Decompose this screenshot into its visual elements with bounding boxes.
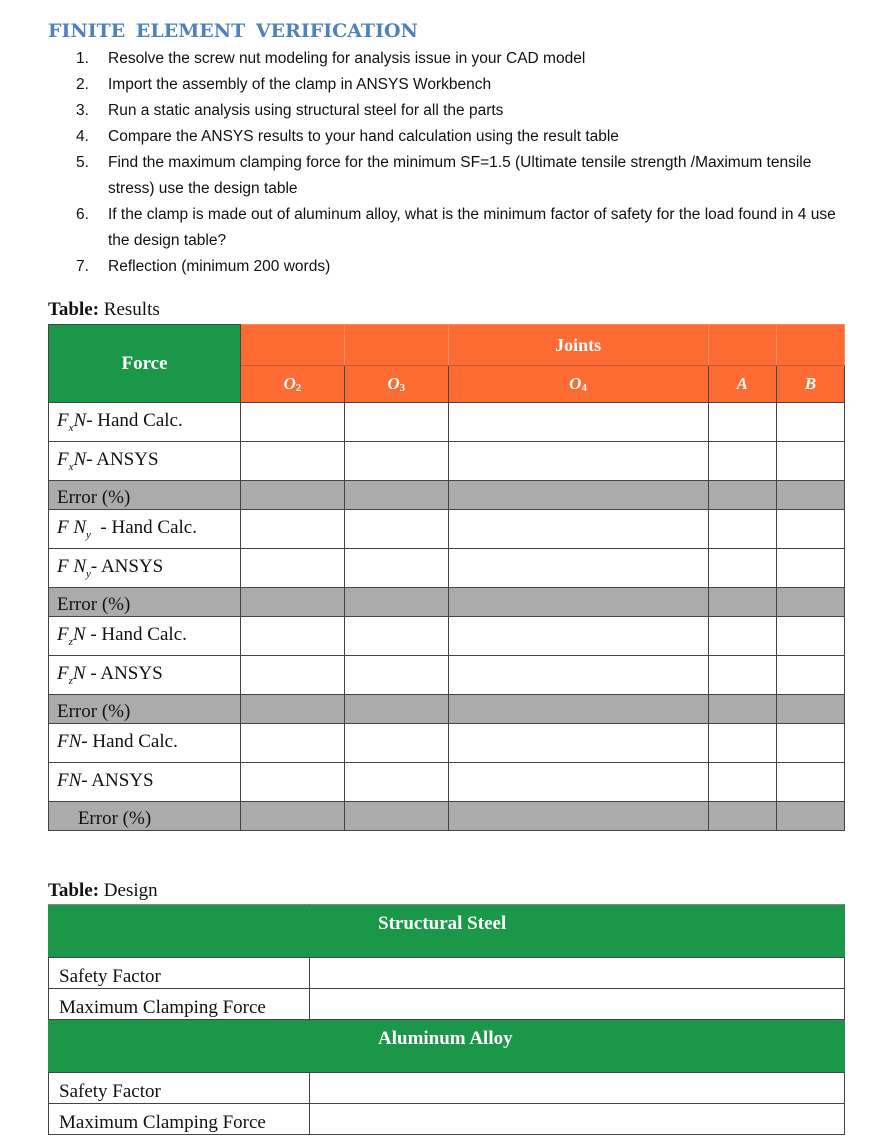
document-title: FINITE ELEMENT VERIFICATION <box>48 20 418 42</box>
item-text: Run a static analysis using structural steel for all the parts <box>108 102 504 119</box>
instruction-item <box>76 150 856 202</box>
table-row <box>49 656 845 695</box>
item-number: 5. <box>76 154 89 171</box>
table-row <box>49 989 845 1020</box>
value-cell[interactable] <box>241 656 345 695</box>
joint-header-b <box>776 366 844 403</box>
value-cell[interactable] <box>241 481 345 510</box>
row-method: - Hand Calc. <box>81 731 178 753</box>
row-label <box>49 695 241 724</box>
value-cell[interactable] <box>776 588 844 617</box>
row-label <box>49 510 241 549</box>
value-cell[interactable] <box>310 989 845 1020</box>
value-cell[interactable] <box>241 763 345 802</box>
table-row <box>49 958 845 989</box>
joint-header-o4 <box>448 366 708 403</box>
row-method: - ANSYS <box>85 663 163 685</box>
value-cell[interactable] <box>708 763 776 802</box>
row-method: - ANSYS <box>81 770 154 792</box>
joints-header-blank <box>708 325 776 366</box>
joint-subscript: 3 <box>399 382 406 394</box>
value-cell[interactable] <box>344 763 448 802</box>
instruction-item <box>76 124 856 150</box>
table-row <box>49 442 845 481</box>
row-label <box>49 656 241 695</box>
table-row <box>49 617 845 656</box>
force-unit: N <box>73 410 87 432</box>
value-cell[interactable] <box>448 442 708 481</box>
force-column-header: Force <box>49 325 241 403</box>
value-cell[interactable] <box>344 802 448 831</box>
instruction-item <box>76 72 856 98</box>
value-cell[interactable] <box>776 403 844 442</box>
value-cell[interactable] <box>241 695 345 724</box>
row-label <box>49 549 241 588</box>
item-text: Import the assembly of the clamp in ANSYS Workbench <box>108 76 492 93</box>
force-unit: N <box>73 449 87 471</box>
force-axis: z <box>68 674 73 687</box>
joint-symbol: O <box>387 374 400 393</box>
value-cell[interactable] <box>776 510 844 549</box>
value-cell[interactable] <box>708 510 776 549</box>
force-symbol <box>57 449 87 473</box>
value-cell[interactable] <box>708 403 776 442</box>
value-cell[interactable] <box>448 763 708 802</box>
value-cell[interactable] <box>776 549 844 588</box>
value-cell[interactable] <box>344 695 448 724</box>
instruction-item <box>76 254 856 280</box>
value-cell[interactable] <box>448 510 708 549</box>
force-unit: N <box>72 624 86 646</box>
value-cell[interactable] <box>708 588 776 617</box>
value-cell[interactable] <box>776 695 844 724</box>
value-cell[interactable] <box>241 802 345 831</box>
table-row <box>49 763 845 802</box>
item-number: 2. <box>76 76 89 93</box>
row-label <box>49 763 241 802</box>
joint-symbol: B <box>804 374 817 393</box>
value-cell[interactable] <box>310 1104 845 1135</box>
value-cell[interactable] <box>344 442 448 481</box>
joints-header-blank <box>344 325 448 366</box>
value-cell[interactable] <box>310 1073 845 1104</box>
value-cell[interactable] <box>241 549 345 588</box>
value-cell[interactable] <box>708 695 776 724</box>
joint-header-o3 <box>344 366 448 403</box>
item-number: 1. <box>76 50 89 67</box>
value-cell[interactable] <box>241 724 345 763</box>
caption-text: Results <box>99 299 160 320</box>
value-cell[interactable] <box>241 403 345 442</box>
value-cell[interactable] <box>344 403 448 442</box>
row-method: - Hand Calc. <box>85 624 187 646</box>
row-label <box>49 724 241 763</box>
force-symbol <box>57 556 91 580</box>
row-label: Safety Factor <box>49 1073 310 1104</box>
value-cell[interactable] <box>344 481 448 510</box>
error-label: Error (%) <box>57 487 131 508</box>
joint-header-a <box>708 366 776 403</box>
item-number: 4. <box>76 128 89 145</box>
row-label <box>49 802 241 831</box>
force-var: FN <box>57 731 82 753</box>
value-cell[interactable] <box>448 695 708 724</box>
item-number: 7. <box>76 258 89 275</box>
force-axis: y <box>86 528 91 541</box>
force-var: F <box>57 410 69 432</box>
value-cell[interactable] <box>448 617 708 656</box>
force-axis: x <box>68 421 74 434</box>
row-label <box>49 588 241 617</box>
error-label: Error (%) <box>77 808 152 829</box>
value-cell[interactable] <box>776 724 844 763</box>
joints-header: Joints <box>448 325 708 366</box>
value-cell[interactable] <box>776 442 844 481</box>
row-method: - Hand Calc. <box>90 517 197 539</box>
force-unit: N <box>72 663 86 685</box>
error-label: Error (%) <box>57 594 131 615</box>
design-table <box>48 904 845 1135</box>
row-label <box>49 403 241 442</box>
force-axis: z <box>68 635 73 648</box>
value-cell[interactable] <box>708 617 776 656</box>
force-symbol <box>57 624 86 648</box>
joint-symbol: O <box>569 374 582 393</box>
results-table <box>48 324 845 831</box>
row-method: - Hand Calc. <box>86 410 183 432</box>
caption-label: Table: <box>48 880 100 901</box>
joint-symbol: A <box>736 374 748 393</box>
design-table-caption <box>48 880 158 902</box>
table-row <box>49 549 845 588</box>
force-symbol <box>57 731 81 752</box>
force-symbol <box>57 663 86 687</box>
error-row <box>49 481 845 510</box>
value-cell[interactable] <box>776 481 844 510</box>
value-cell[interactable] <box>776 802 844 831</box>
material-header-row <box>49 1020 845 1073</box>
force-axis: x <box>68 460 74 473</box>
joints-header-blank <box>241 325 345 366</box>
force-var: F <box>57 624 69 646</box>
value-cell[interactable] <box>708 549 776 588</box>
force-axis: y <box>86 567 91 580</box>
value-cell[interactable] <box>708 481 776 510</box>
force-symbol <box>57 770 81 791</box>
force-var: F <box>57 663 69 685</box>
item-text: Compare the ANSYS results to your hand calculation using the result table <box>108 128 619 145</box>
joints-header-blank <box>776 325 844 366</box>
row-label: Maximum Clamping Force <box>49 1104 310 1135</box>
row-label: Maximum Clamping Force <box>49 989 310 1020</box>
value-cell[interactable] <box>708 724 776 763</box>
value-cell[interactable] <box>776 763 844 802</box>
row-label <box>49 481 241 510</box>
row-method: - ANSYS <box>86 449 159 471</box>
value-cell[interactable] <box>708 656 776 695</box>
value-cell[interactable] <box>344 588 448 617</box>
force-symbol <box>57 517 91 541</box>
material-header-blank <box>49 1020 310 1073</box>
value-cell[interactable] <box>708 802 776 831</box>
joint-subscript: 4 <box>581 382 587 394</box>
value-cell[interactable] <box>344 510 448 549</box>
instruction-item <box>76 202 856 254</box>
value-cell[interactable] <box>310 958 845 989</box>
row-method: - ANSYS <box>90 556 164 578</box>
value-cell[interactable] <box>344 656 448 695</box>
value-cell[interactable] <box>344 549 448 588</box>
error-row <box>49 588 845 617</box>
table-row <box>49 510 845 549</box>
value-cell[interactable] <box>241 510 345 549</box>
item-text: Resolve the screw nut modeling for analysis issue in your CAD model <box>108 50 586 67</box>
joint-subscript: 2 <box>295 382 302 394</box>
value-cell[interactable] <box>448 802 708 831</box>
joint-header-o2 <box>241 366 345 403</box>
item-text: Find the maximum clamping force for the minimum SF=1.5 (Ultimate tensile strength /Maximum tensile stress) use the design table <box>108 154 812 197</box>
value-cell[interactable] <box>776 617 844 656</box>
instruction-item <box>76 46 856 72</box>
results-table-caption <box>48 299 160 321</box>
table-row <box>49 1073 845 1104</box>
table-row <box>49 724 845 763</box>
error-label: Error (%) <box>57 701 131 722</box>
item-number: 6. <box>76 206 89 223</box>
table-row <box>49 1104 845 1135</box>
value-cell[interactable] <box>241 442 345 481</box>
value-cell[interactable] <box>776 656 844 695</box>
force-var: F <box>57 449 69 471</box>
caption-label: Table: <box>48 299 100 320</box>
value-cell[interactable] <box>708 442 776 481</box>
row-label: Safety Factor <box>49 958 310 989</box>
row-label <box>49 617 241 656</box>
material-header-row <box>49 905 845 958</box>
value-cell[interactable] <box>448 656 708 695</box>
force-var: FN <box>57 770 82 792</box>
error-row <box>49 695 845 724</box>
force-symbol <box>57 410 87 434</box>
value-cell[interactable] <box>448 403 708 442</box>
item-text: Reflection (minimum 200 words) <box>108 258 331 275</box>
value-cell[interactable] <box>241 617 345 656</box>
joint-symbol: O <box>283 374 296 393</box>
value-cell[interactable] <box>448 549 708 588</box>
value-cell[interactable] <box>241 588 345 617</box>
item-number: 3. <box>76 102 89 119</box>
value-cell[interactable] <box>344 724 448 763</box>
row-label <box>49 442 241 481</box>
table-row <box>49 403 845 442</box>
value-cell[interactable] <box>448 724 708 763</box>
error-row <box>49 802 845 831</box>
material-name: Structural Steel <box>310 905 845 958</box>
caption-text: Design <box>99 880 158 901</box>
instruction-item <box>76 98 856 124</box>
value-cell[interactable] <box>344 617 448 656</box>
force-var: F N <box>57 517 87 539</box>
value-cell[interactable] <box>448 588 708 617</box>
value-cell[interactable] <box>448 481 708 510</box>
item-text: If the clamp is made out of aluminum alloy, what is the minimum factor of safety for the load found in 4 use the design table? <box>108 206 836 249</box>
force-var: F N <box>57 556 87 578</box>
instructions-list <box>76 46 856 280</box>
material-header-blank <box>49 905 310 958</box>
material-name: Aluminum Alloy <box>310 1020 845 1073</box>
